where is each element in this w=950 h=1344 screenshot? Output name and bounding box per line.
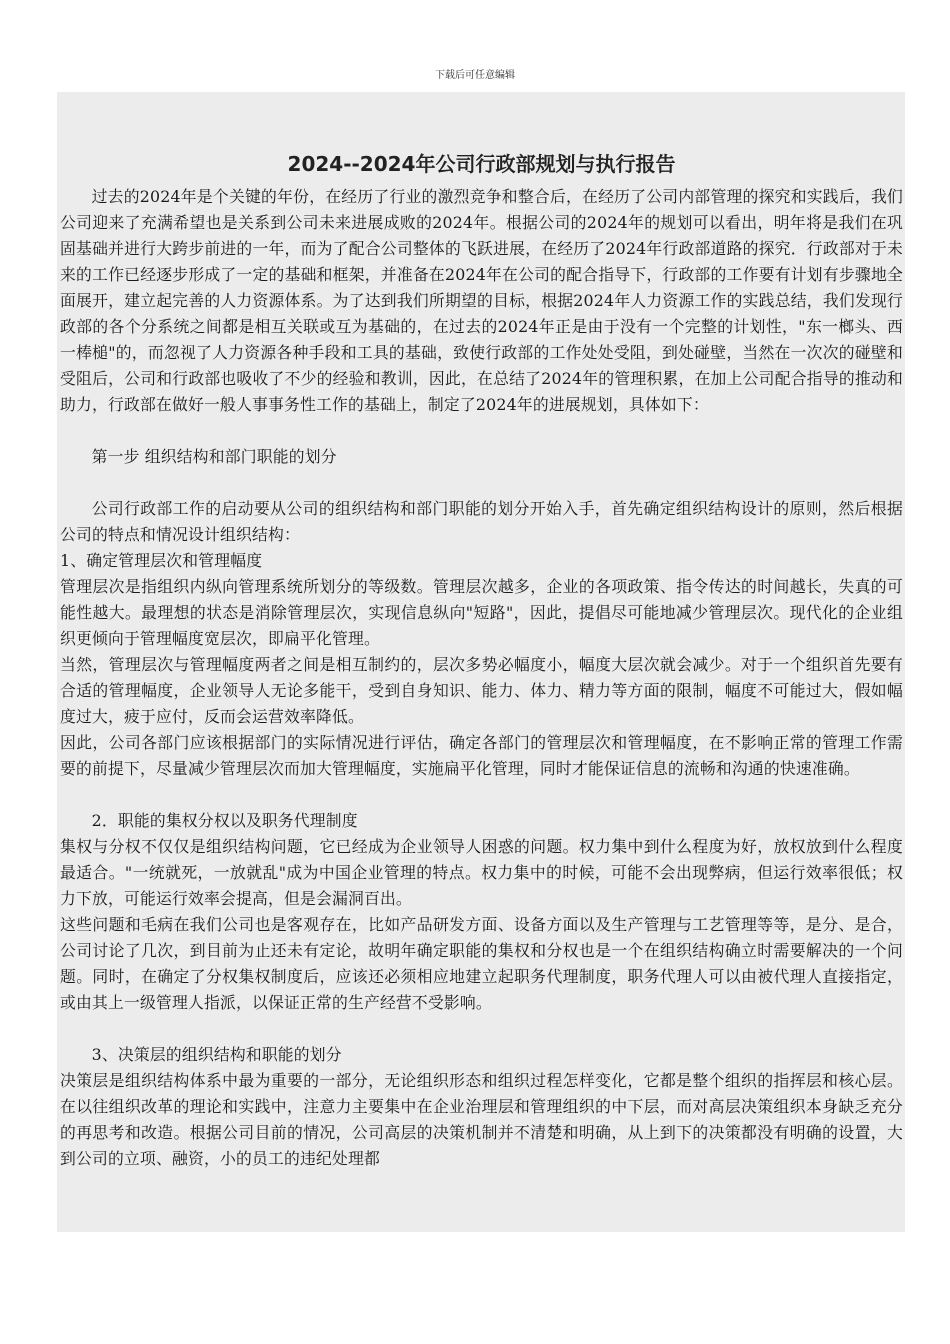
section1-paragraph-1: 管理层次是指组织内纵向管理系统所划分的等级数。管理层次越多，企业的各项政策、指令传达的时间越长，失真的可能性越大。最理想的状态是消除管理层次，实现信息纵向"短路"，因此，提倡尽可能地减少管理层次。现代化的企业组织更倾向于管理幅度宽层次，即扁平化管理。	[60, 577, 903, 648]
section1-heading: 1、确定管理层次和管理幅度	[60, 551, 263, 570]
step1-intro: 公司行政部工作的启动要从公司的组织结构和部门职能的划分开始入手，首先确定组织结构设计的原则，然后根据公司的特点和情况设计组织结构：	[60, 499, 903, 544]
section1-paragraph-3: 因此，公司各部门应该根据部门的实际情况进行评估，确定各部门的管理层次和管理幅度，在不影响正常的管理工作需要的前提下，尽量减少管理层次而加大管理幅度，实施扁平化管理，同时才能保证信息的流畅和沟通的快速准确。	[60, 733, 903, 778]
section1-paragraph-2: 当然，管理层次与管理幅度两者之间是相互制约的，层次多势必幅度小，幅度大层次就会减少。对于一个组织首先要有合适的管理幅度，企业领导人无论多能干，受到自身知识、能力、体力、精力等方面的限制，幅度不可能过大，假如幅度过大，疲于应付，反而会运营效率降低。	[60, 655, 903, 726]
section3-paragraph-1: 决策层是组织结构体系中最为重要的一部分，无论组织形态和组织过程怎样变化，它都是整个组织的指挥层和核心层。在以往组织改革的理论和实践中，注意力主要集中在企业治理层和管理组织的中下层，而对高层决策组织本身缺乏充分的再思考和改造。根据公司目前的情况，公司高层的决策机制并不清楚和明确，从上到下的决策都没有明确的设置，大到公司的立项、融资，小的员工的违纪处理都	[60, 1071, 903, 1168]
step1-heading: 第一步 组织结构和部门职能的划分	[91, 447, 337, 466]
section2-heading: 2．职能的集权分权以及职务代理制度	[91, 811, 358, 830]
intro-paragraph: 过去的2024年是个关键的年份，在经历了行业的激烈竞争和整合后，在经历了公司内部管理的探究和实践后，我们公司迎来了充满希望也是关系到公司未来进展成败的2024年。根据公司的2024年的规划可以看出，明年将是我们在巩固基础并进行大跨步前进的一年，而为了配合公司整体的飞跃进展，在经历了2024年行政部道路的探究．行政部对于未来的工作已经逐步形成了一定的基础和框架，并准备在2024年在公司的配合指导下，行政部的工作要有计划有步骤地全面展开，建立起完善的人力资源体系。为了达到我们所期望的目标，根据2024年人力资源工作的实践总结，我们发现行政部的各个分系统之间都是相互关联或互为基础的，在过去的2024年正是由于没有一个完整的计划性，"东一榔头、西一棒槌"的，而忽视了人力资源各种手段和工具的基础，致使行政部的工作处处受阻，到处碰壁，当然在一次次的碰壁和受阻后，公司和行政部也吸收了不少的经验和教训，因此，在总结了2024年的管理积累，在加上公司配合指导的推动和助力，行政部在做好一般人事事务性工作的基础上，制定了2024年的进展规划，具体如下：	[60, 187, 903, 414]
section2-paragraph-1: 集权与分权不仅仅是组织结构问题，它已经成为企业领导人困惑的问题。权力集中到什么程度为好，放权放到什么程度最适合。"一统就死，一放就乱"成为中国企业管理的特点。权力集中的时候，可能不会出现弊病，但运行效率很低；权力下放，可能运行效率会提高，但是会漏洞百出。	[60, 837, 903, 908]
download-note: 下载后可任意编辑	[435, 70, 515, 81]
document-title: 2024--2024年公司行政部规划与执行报告	[287, 152, 676, 176]
document-body	[57, 92, 905, 1232]
section2-paragraph-2: 这些问题和毛病在我们公司也是客观存在，比如产品研发方面、设备方面以及生产管理与工艺管理等等，是分、是合，公司讨论了几次，到目前为止还未有定论，故明年确定职能的集权和分权也是一个在组织结构确立时需要解决的一个问题。同时，在确定了分权集权制度后，应该还必须相应地建立起职务代理制度，职务代理人可以由被代理人直接指定，或由其上一级管理人指派，以保证正常的生产经营不受影响。	[60, 915, 903, 1012]
section3-heading: 3、决策层的组织结构和职能的划分	[91, 1045, 342, 1064]
